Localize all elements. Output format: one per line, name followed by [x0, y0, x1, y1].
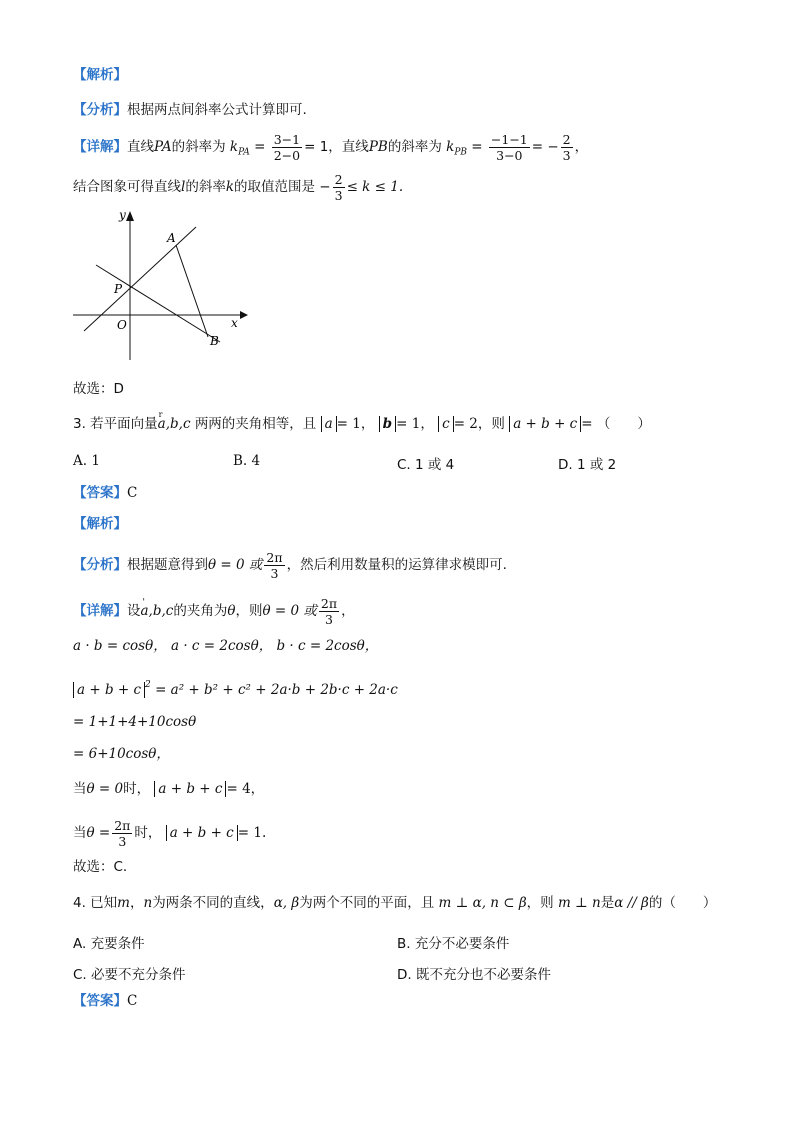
analysis-text: 根据两点间斜率公式计算即可.	[127, 102, 307, 118]
x-label: x	[231, 316, 238, 330]
equation-6	[73, 818, 266, 849]
slope-symbol: k	[229, 139, 239, 155]
numerator: −1−1	[490, 132, 528, 147]
text: = 1，	[396, 416, 434, 432]
text: 的斜率为	[387, 139, 442, 155]
text: 时，	[134, 825, 162, 841]
fraction	[264, 550, 284, 581]
numerator: 2	[334, 172, 343, 187]
option-c: C. 1 或 4	[397, 457, 455, 473]
condition: m ⊥ α, n ⊂ β	[438, 895, 527, 911]
text: ，	[341, 603, 355, 619]
analysis-line-2	[73, 550, 507, 581]
text: 的（ ）	[648, 895, 717, 911]
option-b: B. 4	[233, 453, 261, 469]
detail-tag: 【详解】	[73, 603, 127, 619]
abs-c: c	[438, 416, 454, 432]
answer-tag: 【答案】	[73, 993, 127, 1009]
fraction	[272, 132, 302, 163]
text: 是	[600, 895, 615, 911]
numerator: 2	[562, 132, 571, 147]
numerator: 3−1	[273, 132, 301, 147]
vectors: ' a,b,c	[141, 602, 174, 620]
analysis-tag: 【分析】	[73, 102, 127, 118]
answer-tag: 【答案】	[73, 485, 127, 501]
origin-label: O	[117, 318, 127, 332]
analysis-line	[73, 101, 307, 119]
equation-4: = 6+10cosθ，	[73, 746, 170, 762]
abs-a: a	[321, 416, 337, 432]
slope-subscript: PA	[238, 147, 250, 158]
text: 的斜率	[185, 179, 226, 195]
abs-sum: a + b + c	[73, 682, 145, 698]
answer-4	[73, 992, 137, 1010]
text: ，则	[526, 895, 554, 911]
math: θ =	[86, 825, 111, 841]
detail-line-2	[73, 172, 403, 203]
fraction	[319, 596, 339, 627]
denominator: 3−0	[496, 148, 523, 163]
slope-symbol: k	[225, 179, 235, 195]
slope-subscript: PB	[454, 147, 467, 158]
option-a: A. 1	[73, 453, 100, 469]
text: ，则	[235, 603, 263, 619]
detail-line-1: 【详解】直线PA的斜率为 $k_{PA}$ = $\frac{3-1}{2-0}$ = 1，直线PB的斜率为 $k_{PB}$ = $\frac{-1-1}{3-0}$ = − $\frac{2}{3}$ ，	[73, 132, 589, 163]
text: = 1.	[237, 825, 267, 841]
text: 当	[73, 825, 87, 841]
relation: m ⊥ n	[557, 895, 601, 911]
question-4	[73, 894, 716, 912]
y-label: y	[119, 208, 126, 222]
option-d: D. 1 或 2	[558, 457, 617, 473]
abs-sum: a + b + c	[509, 416, 581, 432]
option-a-4: A. 充要条件	[73, 936, 145, 952]
math: θ = 0 或	[208, 557, 263, 573]
equation-2: a + b + c $^2$ = a² + b² + c² + 2a·b + 2b·c + 2a·c	[73, 676, 398, 699]
line-symbol: l	[181, 179, 186, 195]
denominator: 3	[334, 188, 343, 203]
line-name: PA	[154, 139, 172, 155]
n: n	[143, 895, 153, 911]
text: 当	[73, 781, 87, 797]
abs-sum: a + b + c	[154, 781, 226, 797]
question-number: 4. 已知	[73, 895, 118, 911]
point-a-label: A	[167, 231, 176, 245]
abs-b: b	[379, 416, 396, 432]
math: θ = 0	[86, 781, 124, 797]
detail-line-3	[73, 596, 355, 627]
numerator: 2π	[320, 596, 338, 611]
answer-value: C	[127, 485, 138, 501]
answer-line-2: 故选：C.	[73, 859, 128, 875]
fraction	[333, 172, 345, 203]
abs-sum: a + b + c	[166, 825, 238, 841]
theta: θ	[227, 603, 236, 619]
answer-3	[73, 484, 137, 502]
denominator: 3	[562, 148, 571, 163]
denominator: 3	[325, 612, 333, 627]
text: = 1，	[336, 416, 375, 432]
analysis-heading: 【解析】	[73, 67, 127, 83]
expansion: = a² + b² + c² + 2a·b + 2b·c + 2a·c	[155, 682, 398, 698]
text: 的夹角为	[173, 603, 228, 619]
option-b-4: B. 充分不必要条件	[397, 936, 510, 952]
inequality: ≤ k ≤ 1.	[346, 179, 404, 195]
text: = 4，	[226, 781, 265, 797]
text: 的斜率为	[171, 139, 226, 155]
text: 两两的夹角相等，且	[194, 416, 317, 432]
text: 根据题意得到	[127, 557, 208, 573]
text: 时，	[123, 781, 151, 797]
text: = （ ）	[581, 416, 651, 432]
point-p-label: P	[114, 282, 123, 296]
text: 为两个不同的平面，且	[299, 895, 435, 911]
text: ，然后利用数量积的运算律求模即可.	[286, 557, 507, 573]
denominator: 3	[270, 566, 279, 581]
text: = 2，则	[453, 416, 505, 432]
m: m	[117, 895, 130, 911]
fraction	[112, 818, 132, 849]
fraction	[489, 132, 530, 163]
text: ，	[129, 895, 144, 911]
option-c-4: C. 必要不充分条件	[73, 967, 186, 983]
question-number: 3. 若平面向量	[73, 416, 158, 432]
denominator: 3	[118, 834, 127, 849]
y-axis-arrow	[126, 211, 134, 221]
answer-value: C	[127, 993, 138, 1009]
x-axis-arrow	[240, 311, 248, 319]
coordinate-figure	[70, 205, 250, 365]
equation-3: = 1+1+4+10cosθ	[73, 714, 197, 730]
vectors: r a,b,c	[158, 415, 191, 433]
answer-line: 故选：D	[73, 381, 124, 397]
segment-ab	[176, 245, 208, 337]
math: θ = 0 或	[262, 603, 317, 619]
numerator: 2π	[114, 818, 131, 833]
text: = −	[531, 139, 559, 155]
text: = 1，直线	[304, 139, 369, 155]
planes: α, β	[273, 895, 300, 911]
option-d-4: D. 既不充分也不必要条件	[397, 967, 551, 983]
slope-symbol: k	[446, 139, 455, 155]
text: 为两条不同的直线，	[152, 895, 274, 911]
line-name: PB	[368, 139, 388, 155]
line-pb	[96, 265, 220, 342]
question-3	[73, 415, 651, 433]
fraction	[561, 132, 573, 163]
analysis-tag: 【分析】	[73, 557, 127, 573]
detail-tag: 【详解】	[73, 139, 127, 155]
denominator: 2−0	[273, 148, 301, 163]
point-b-label: B	[210, 334, 219, 348]
text: 直线	[127, 139, 154, 155]
text: 的取值范围是 −	[234, 179, 331, 195]
equation-1: a · b = cosθ， a · c = 2cosθ， b · c = 2cosθ，	[73, 638, 379, 654]
text: 设	[127, 603, 141, 619]
equation-5	[73, 780, 264, 798]
parallel: α // β	[614, 895, 649, 911]
numerator: 2π	[266, 550, 283, 565]
text: ，	[574, 139, 589, 155]
analysis-heading-2: 【解析】	[73, 516, 127, 532]
text: 结合图象可得直线	[73, 179, 181, 195]
